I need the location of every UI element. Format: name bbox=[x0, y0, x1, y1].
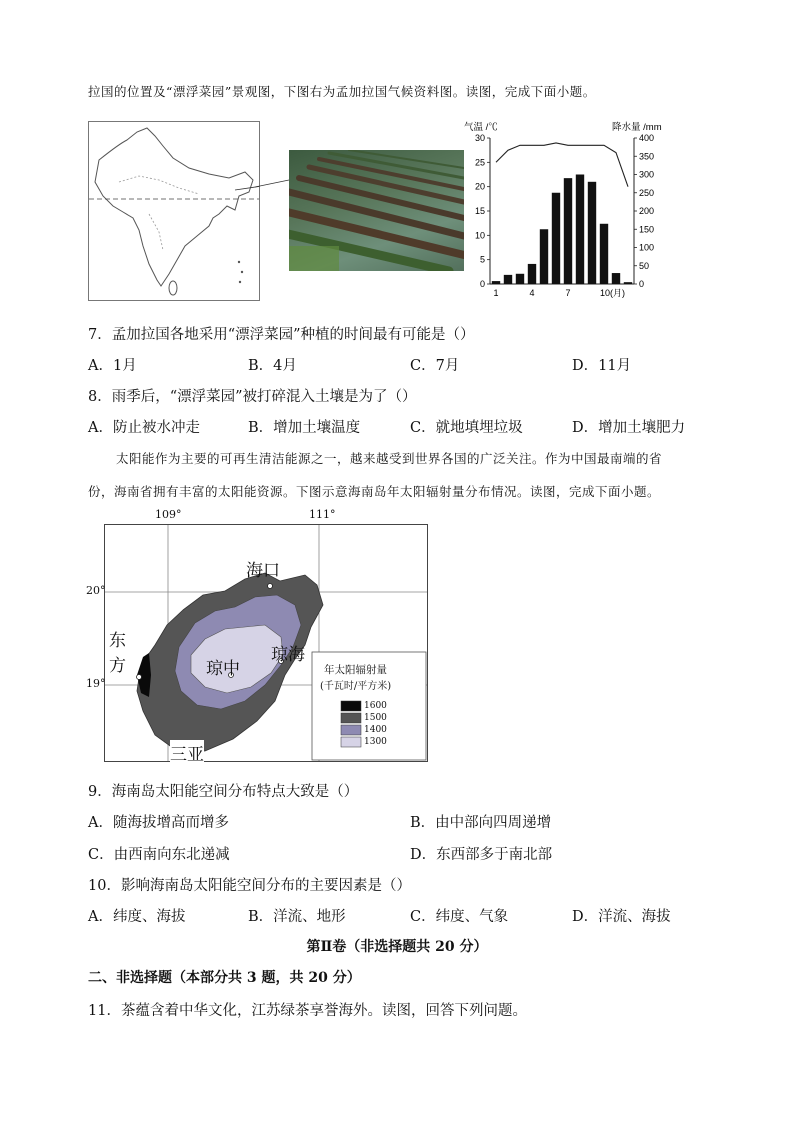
place-haikou: 海口 bbox=[246, 561, 280, 581]
lat-label-20: 20° bbox=[86, 584, 106, 597]
climate-chart bbox=[462, 118, 672, 298]
q11-stem: 11．茶蕴含着中华文化，江苏绿茶享誉海外。读图，回答下列问题。 bbox=[88, 1003, 527, 1019]
q10-option-b[interactable]: B．洋流、地形 bbox=[248, 909, 346, 925]
precip-bar-5 bbox=[540, 229, 548, 284]
q8-option-c[interactable]: C．就地填埋垃圾 bbox=[410, 420, 523, 436]
floating-garden-photo bbox=[289, 150, 464, 271]
left-tick-label: 30 bbox=[474, 133, 485, 143]
precip-bar-9 bbox=[588, 182, 596, 284]
lon-label-109: 109° bbox=[155, 508, 182, 521]
legend-swatch-1300 bbox=[341, 737, 361, 747]
precip-bar-12 bbox=[624, 282, 632, 284]
q7-option-d[interactable]: D．11月 bbox=[572, 358, 632, 374]
left-tick-label: 20 bbox=[474, 181, 485, 192]
precip-bar-6 bbox=[552, 193, 560, 284]
x-tick-label: 7 bbox=[565, 288, 571, 298]
left-tick-label: 25 bbox=[474, 157, 485, 168]
place-sanya: 三亚 bbox=[170, 740, 204, 765]
legend-label-1300: 1300 bbox=[364, 737, 387, 747]
right-tick-label: 300 bbox=[639, 169, 655, 180]
lat-label-19: 19° bbox=[86, 677, 106, 690]
precip-bar-3 bbox=[516, 274, 524, 284]
legend-swatch-1400 bbox=[341, 725, 361, 735]
precip-bar-1 bbox=[492, 281, 500, 284]
left-tick-label: 15 bbox=[474, 206, 485, 216]
legend-title-1: 年太阳辐射量 bbox=[324, 664, 387, 676]
precip-bar-11 bbox=[612, 273, 620, 284]
q8-option-b[interactable]: B．增加土壤温度 bbox=[248, 420, 361, 436]
right-tick-label: 100 bbox=[639, 242, 655, 253]
left-tick-label: 5 bbox=[479, 254, 485, 265]
place-qiongzhong: 琼中 bbox=[206, 659, 240, 679]
right-tick-label: 400 bbox=[639, 133, 655, 143]
precip-bar-7 bbox=[564, 178, 572, 284]
x-tick-label: 1 bbox=[493, 288, 499, 298]
place-qionghai: 琼海 bbox=[271, 645, 305, 665]
q9-option-a[interactable]: A．随海拔增高而增多 bbox=[88, 815, 229, 831]
q9-option-b[interactable]: B．由中部向四周递增 bbox=[410, 815, 552, 831]
section2-title: 二、非选择题（本部分共 3 题，共 20 分） bbox=[88, 970, 361, 986]
q8-option-d[interactable]: D．增加土壤肥力 bbox=[572, 420, 686, 436]
intro-text-2-line-2: 份，海南省拥有丰富的太阳能资源。下图示意海南岛年太阳辐射量分布情况。读图，完成下面小题。 bbox=[88, 484, 661, 499]
q7-option-b[interactable]: B．4月 bbox=[248, 358, 297, 374]
x-tick-label: 4 bbox=[529, 288, 535, 298]
q7-option-a[interactable]: A．1月 bbox=[88, 358, 137, 374]
q9-option-d[interactable]: D．东西部多于南北部 bbox=[410, 847, 553, 863]
legend-label-1600: 1600 bbox=[364, 701, 387, 711]
part2-title: 第Ⅱ卷（非选择题共 20 分） bbox=[306, 939, 488, 955]
lon-label-111: 111° bbox=[309, 508, 336, 521]
right-tick-label: 0 bbox=[639, 279, 645, 289]
q10-option-d[interactable]: D．洋流、海拔 bbox=[572, 909, 671, 925]
intro-text-1: 拉国的位置及“漂浮菜园”景观图，下图右为孟加拉国气候资料图。读图，完成下面小题。 bbox=[88, 84, 596, 99]
right-tick-label: 50 bbox=[639, 260, 650, 271]
right-tick-label: 250 bbox=[639, 187, 655, 198]
q9-option-c[interactable]: C．由西南向东北递减 bbox=[88, 847, 230, 863]
q9-stem: 9．海南岛太阳能空间分布特点大致是（） bbox=[88, 784, 359, 800]
south-asia-outline bbox=[89, 122, 259, 300]
legend-title-2: (千瓦时/平方米) bbox=[320, 681, 392, 692]
place-dongfang-2: 方 bbox=[109, 656, 126, 676]
x-tick-label: 10(月) bbox=[600, 288, 626, 298]
left-tick-label: 10 bbox=[474, 230, 485, 241]
right-tick-label: 150 bbox=[639, 224, 655, 235]
legend-label-1500: 1500 bbox=[364, 713, 387, 723]
q7-option-c[interactable]: C．7月 bbox=[410, 358, 460, 374]
legend-swatch-1600 bbox=[341, 701, 361, 711]
q10-stem: 10．影响海南岛太阳能空间分布的主要因素是（） bbox=[88, 878, 411, 894]
legend-swatch-1500 bbox=[341, 713, 361, 723]
place-dongfang-1: 东 bbox=[109, 631, 126, 651]
precip-bar-8 bbox=[576, 175, 584, 285]
temperature-line bbox=[496, 143, 628, 187]
q7-stem: 7．孟加拉国各地采用“漂浮菜园”种植的时间最有可能是（） bbox=[88, 327, 475, 343]
q10-option-c[interactable]: C．纬度、气象 bbox=[410, 909, 509, 925]
south-asia-map bbox=[88, 121, 260, 301]
q8-stem: 8．雨季后，“漂浮菜园”被打碎混入土壤是为了（） bbox=[88, 389, 417, 405]
legend-label-1400: 1400 bbox=[364, 725, 387, 735]
q10-option-a[interactable]: A．纬度、海拔 bbox=[88, 909, 186, 925]
temp-axis-title: 气温 /℃ bbox=[464, 122, 498, 133]
q8-option-a[interactable]: A．防止被水冲走 bbox=[88, 420, 200, 436]
intro-text-2-line-1: 太阳能作为主要的可再生清洁能源之一，越来越受到世界各国的广泛关注。作为中国最南端的省 bbox=[116, 451, 663, 466]
precip-bar-2 bbox=[504, 275, 512, 284]
left-tick-label: 0 bbox=[479, 279, 485, 289]
precip-bar-4 bbox=[528, 264, 536, 284]
precip-bar-10 bbox=[600, 224, 608, 284]
precip-axis-title: 降水量 /mm bbox=[612, 122, 662, 133]
pointer-line bbox=[255, 176, 291, 190]
right-tick-label: 350 bbox=[639, 151, 655, 162]
right-tick-label: 200 bbox=[639, 206, 655, 216]
